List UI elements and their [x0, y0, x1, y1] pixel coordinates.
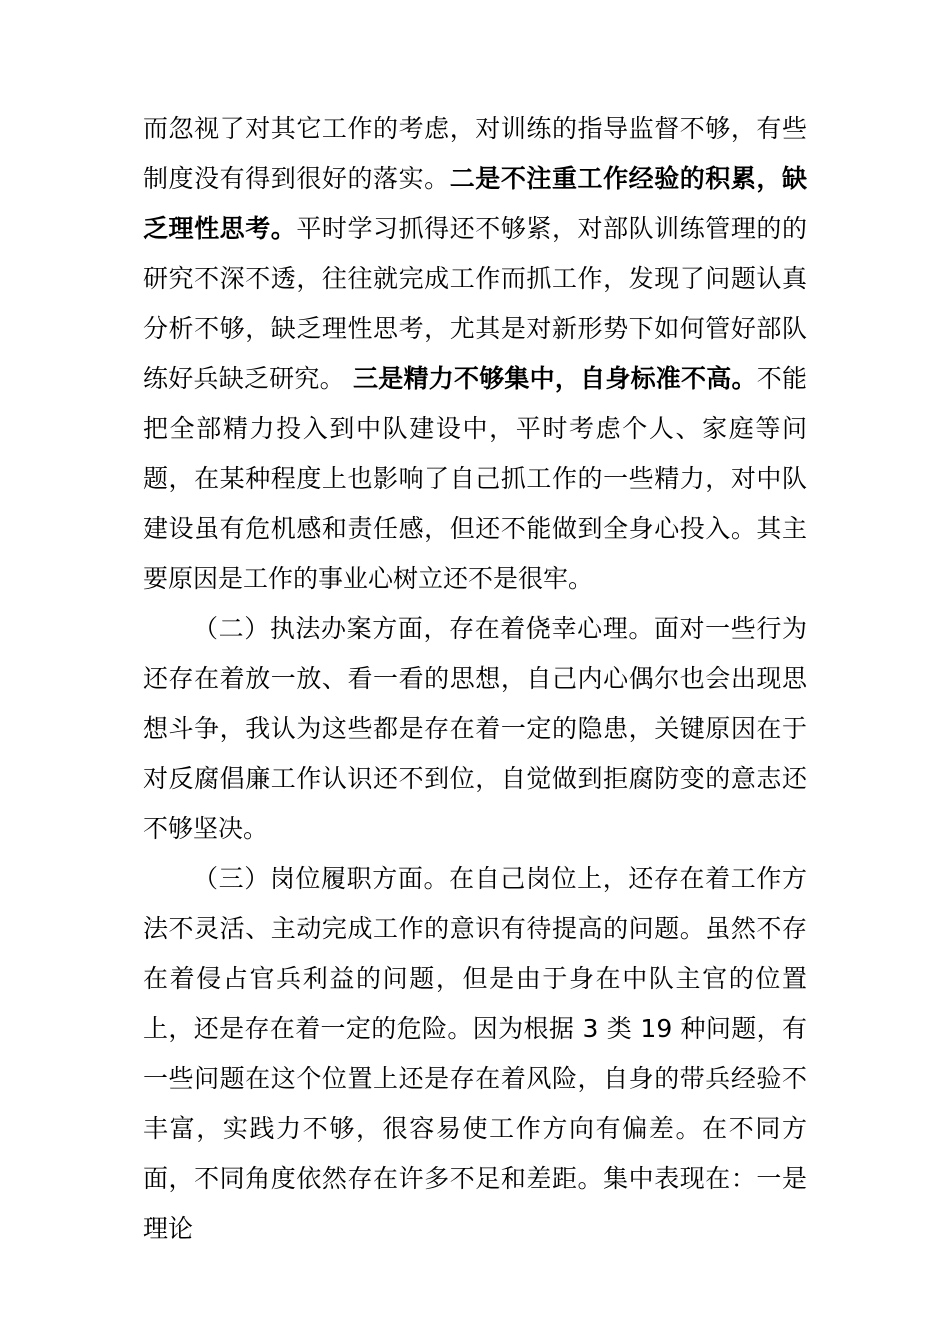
paragraph-1	[143, 104, 807, 604]
text-run: 平时学习抓得还不够紧，对部队训练管理的的研究不深不透，往往就完成工作而抓工作，发现了问题认真分析不够，缺乏理性思考，尤其是对新形势下如何管好部队练好兵缺乏研究。	[143, 214, 807, 393]
text-run: 不能把全部精力投入到中队建设中，平时考虑个人、家庭等问题，在某种程度上也影响了自己抓工作的一些精力，对中队建设虽有危机感和责任感，但还不能做到全身心投入。其主要原因是工作的事业心树立还不是很牢。	[143, 364, 807, 593]
paragraph-3	[143, 854, 807, 1254]
text-run: 而忽视了对其它工作的考虑，对训练的指导监督不够，有些制度没有得到很好的落实。	[143, 114, 807, 193]
paragraph-2	[143, 604, 807, 854]
text-run: （三）岗位履职方面。在自己岗位上，还存在着工作方法不灵活、主动完成工作的意识有待提高的问题。虽然不存在着侵占官兵利益的问题，但是由于身在中队主官的位置上，还是存在着一定的危险。因为根据 3 类 19 种问题，有一些问题在这个位置上还是存在着风险，自身的带兵经验不丰富，实践力不够，很容易使工作方向有偏差。在不同方面，不同角度依然存在许多不足和差距。集中表现在：一是理论	[143, 864, 807, 1243]
document-body	[143, 104, 807, 1254]
bold-heading-run: 二是不注重工作经验的积累，缺乏理性思考。	[143, 164, 807, 243]
text-run: （二）执法办案方面，存在着侥幸心理。面对一些行为还存在着放一放、看一看的思想，自己内心偶尔也会出现思想斗争，我认为这些都是存在着一定的隐患，关键原因在于对反腐倡廉工作认识还不到位，自觉做到拒腐防变的意志还不够坚决。	[143, 614, 807, 843]
bold-heading-run: 三是精力不够集中，自身标准不高。	[353, 364, 757, 393]
